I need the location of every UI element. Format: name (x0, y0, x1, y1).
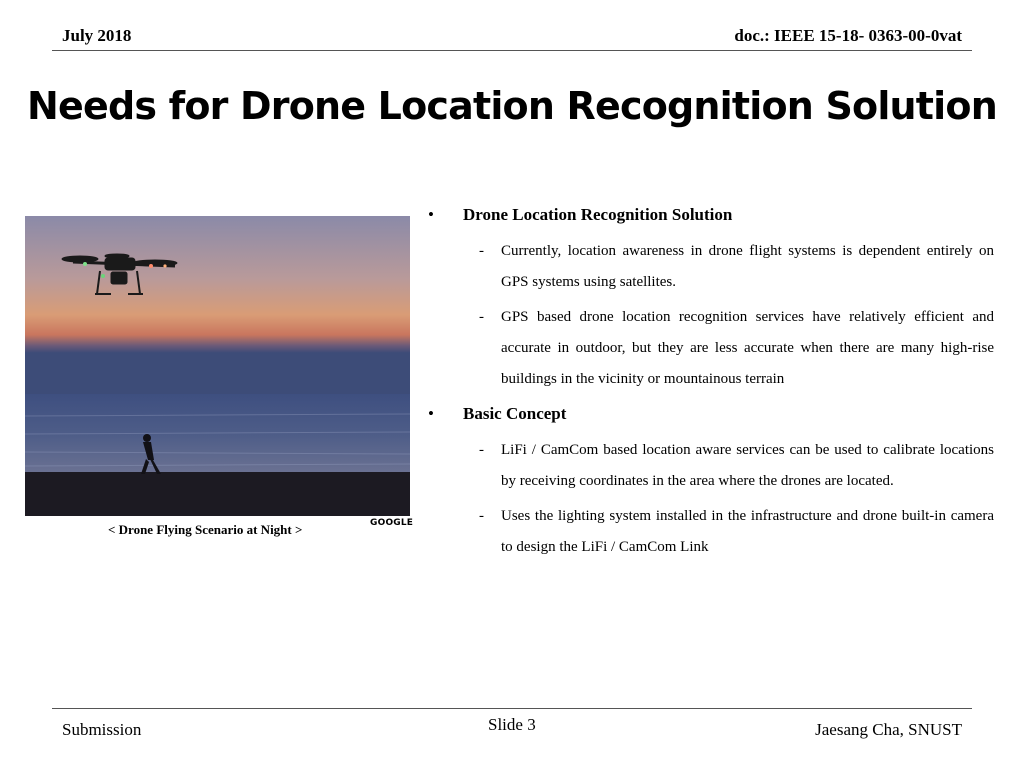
sub-bullet (428, 501, 994, 563)
slide-body (428, 200, 994, 567)
slide-title: Needs for Drone Location Recognition Solution (27, 84, 997, 128)
bullet-heading-text: Drone Location Recognition Solution (463, 205, 733, 224)
header-rule (52, 50, 972, 51)
sub-bullet (428, 236, 994, 298)
sub-bullet-text: LiFi / CamCom based location aware services can be used to calibrate locations by receiving coordinates in the area where the drones are located. (501, 442, 994, 489)
dash-marker: - (479, 442, 484, 458)
dash-marker: - (479, 508, 484, 524)
bullet-heading-text: Basic Concept (463, 404, 567, 423)
image-credit: GOOGLE (370, 518, 414, 528)
drone-night-photo (25, 216, 410, 516)
dash-marker: - (479, 309, 484, 325)
header-doc-id: doc.: IEEE 15-18- 0363-00-0vat (734, 26, 962, 45)
bullet-marker: • (428, 404, 434, 423)
sub-bullet-text: Currently, location awareness in drone flight systems is dependent entirely on GPS systems using satellites. (501, 243, 994, 290)
footer-submission: Submission (62, 720, 142, 739)
figure-caption: < Drone Flying Scenario at Night > (108, 522, 303, 537)
slide-number: Slide 3 (488, 715, 536, 734)
bullet-heading (428, 399, 994, 429)
sub-bullet-text: Uses the lighting system installed in the infrastructure and drone built-in camera to design the LiFi / CamCom Link (501, 508, 994, 555)
sub-bullet-text: GPS based drone location recognition services have relatively efficient and accurate in outdoor, but they are less accurate when there are many high-rise buildings in the vicinity or mountainous terrain (501, 309, 994, 387)
header-date: July 2018 (62, 26, 132, 45)
bullet-heading (428, 200, 994, 230)
footer-author: Jaesang Cha, SNUST (815, 720, 962, 739)
bullet-marker: • (428, 205, 434, 224)
sub-bullet (428, 435, 994, 497)
sub-bullet (428, 302, 994, 395)
footer-rule (52, 708, 972, 709)
dash-marker: - (479, 243, 484, 259)
